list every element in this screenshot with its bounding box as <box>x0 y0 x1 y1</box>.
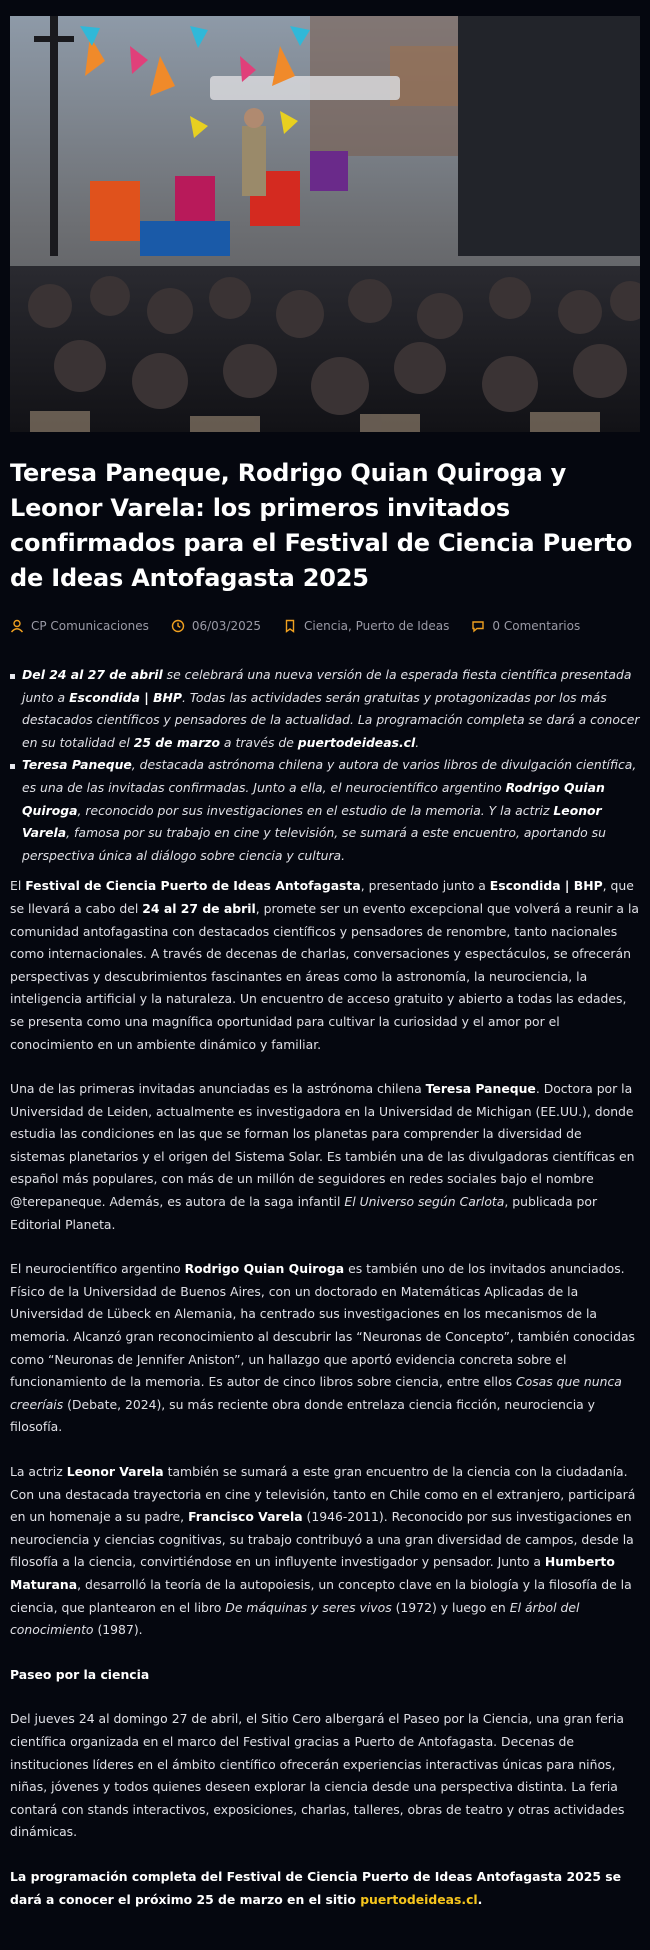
paragraph-quian-quiroga: El neurocientífico argentino Rodrigo Quian Quiroga es también uno de los invitados anunciados. Físico de la Universidad de Buenos Aires, con un doctorado en Matemáticas Aplicadas de la Universidad de Lübeck en Alemania, ha centrado sus investigaciones en los mecanismos de la memoria. Alcanzó gran reconocimiento al descubrir las “Neuronas de Concepto”, también conocidas como “Neuronas de Jennifer Aniston”, un hallazgo que aportó evidencia concreta sobre el funcionamiento de la memoria. Es autor de cinco libros sobre ciencia, entre ellos Cosas que nunca creeríais (Debate, 2024), su más reciente obra donde entrelaza ciencia ficción, neurociencia y filosofía. <box>10 1261 635 1435</box>
paragraph-final: La programación completa del Festival de Ciencia Puerto de Ideas Antofagasta 2025 se dará a conocer el próximo 25 de marzo en el sitio puertodeideas.cl. <box>10 1868 622 1907</box>
meta-date-label: 06/03/2025 <box>191 619 262 633</box>
event-photo <box>10 16 640 432</box>
paragraph-paneque: Una de las primeras invitadas anunciadas es la astrónoma chilena Teresa Paneque. Doctora por la Universidad de Leiden, actualmente es investigadora en la Universidad de Michigan (EE.UU.), donde estudia las condiciones en las que se forman los planetas para comprender la diversidad de sistemas planetarios y el origen del Sistema Solar. Es también una de las divulgadoras científicas en español más populares, con más de un millón de seguidores en redes sociales bajo el nombre @terepaneque. Además, es autora de la saga infantil El Universo según Carlota, publicada por Editorial Planeta. <box>10 1081 635 1232</box>
meta-author-label[interactable]: CP Comunicaciones <box>31 619 149 633</box>
article-title: Teresa Paneque, Rodrigo Quian Quiroga y Leonor Varela: los primeros invitados confirmados para el Festival de Ciencia Puerto de Ideas Antofagasta 2025 <box>10 459 633 592</box>
clock-icon <box>171 619 185 633</box>
bookmark-icon <box>283 619 297 633</box>
article-body <box>10 664 640 1933</box>
summary-bullets <box>10 664 640 867</box>
meta-comments-label[interactable]: 0 Comentarios <box>492 619 581 633</box>
meta-date <box>171 619 261 633</box>
bullet-item: Del 24 al 27 de abril se celebrará una nueva versión de la esperada fiesta científica presentada junto a Escondida | BHP. Todas las actividades serán gratuitas y protagonizadas por los más destacados científicos y pensadores de la actualidad. La programación completa se dará a conocer en su totalidad el 25 de marzo a través de puertodeideas.cl. <box>22 664 640 754</box>
comment-icon <box>471 619 485 633</box>
paragraph-varela: La actriz Leonor Varela también se sumará a este gran encuentro de la ciencia con la ciudadanía. Con una destacada trayectoria en cine y televisión, tanto en Chile como en el extranjero, participará en un homenaje a su padre, Francisco Varela (1946-2011). Reconocido por sus investigaciones en neurociencia y ciencias cognitivas, su trabajo contribuyó a una gran diversidad de campos, desde la filosofía a la ciencia, convirtiéndose en un influyente investigador y pensador. Junto a Humberto Maturana, desarrolló la teoría de la autopoiesis, un concepto clave en la biología y la filosofía de la ciencia, que plantearon en el libro De máquinas y seres vivos (1972) y luego en El árbol del conocimiento (1987). <box>10 1464 636 1638</box>
bullet-item: Teresa Paneque, destacada astrónoma chilena y autora de varios libros de divulgación científica, es una de las invitadas confirmadas. Junto a ella, el neurocientífico argentino Rodrigo Quian Quiroga, reconocido por sus investigaciones en el estudio de la memoria. Y la actriz Leonor Varela, famosa por su trabajo en cine y televisión, se sumará a este encuentro, aportando su perspectiva única al diálogo sobre ciencia y cultura. <box>22 754 640 867</box>
meta-comments[interactable] <box>471 619 580 633</box>
paragraph-paseo: Del jueves 24 al domingo 27 de abril, el Sitio Cero albergará el Paseo por la Ciencia, una gran feria científica organizada en el marco del Festival gracias a Puerto de Antofagasta. Decenas de instituciones líderes en el ámbito científico ofrecerán experiencias interactivas únicas para niños, niñas, jóvenes y todos quienes deseen explorar la ciencia desde una perspectiva distinta. La feria contará con stands interactivos, exposiciones, charlas, talleres, obras de teatro y otras actividades dinámicas. <box>10 1711 625 1840</box>
article-meta <box>10 616 640 636</box>
hero-image <box>10 16 640 432</box>
meta-author[interactable] <box>10 619 149 633</box>
section-heading: Paseo por la ciencia <box>10 1666 150 1682</box>
user-icon <box>10 619 24 633</box>
paragraph-intro: El Festival de Ciencia Puerto de Ideas Antofagasta, presentado junto a Escondida | BHP, que se llevará a cabo del 24 al 27 de abril, promete ser un evento excepcional que volverá a reunir a la comunidad antofagastina con destacados científicos y pensadores de renombre, tanto nacionales como internacionales. A través de decenas de charlas, conversaciones y espectáculos, se ofrecerán perspectivas y descubrimientos fascinantes en áreas como la astronomía, la neurociencia, la inteligencia artificial y la naturaleza. Un encuentro de acceso gratuito y abierto a todas las edades, se presenta como una magnífica oportunidad para cultivar la curiosidad y el amor por el conocimiento en un ambiente dinámico y familiar. <box>10 878 639 1052</box>
puertodeideas-link[interactable]: puertodeideas.cl <box>360 1891 478 1907</box>
meta-categories[interactable] <box>283 619 449 633</box>
meta-categories-label[interactable]: Ciencia, Puerto de Ideas <box>304 619 450 633</box>
